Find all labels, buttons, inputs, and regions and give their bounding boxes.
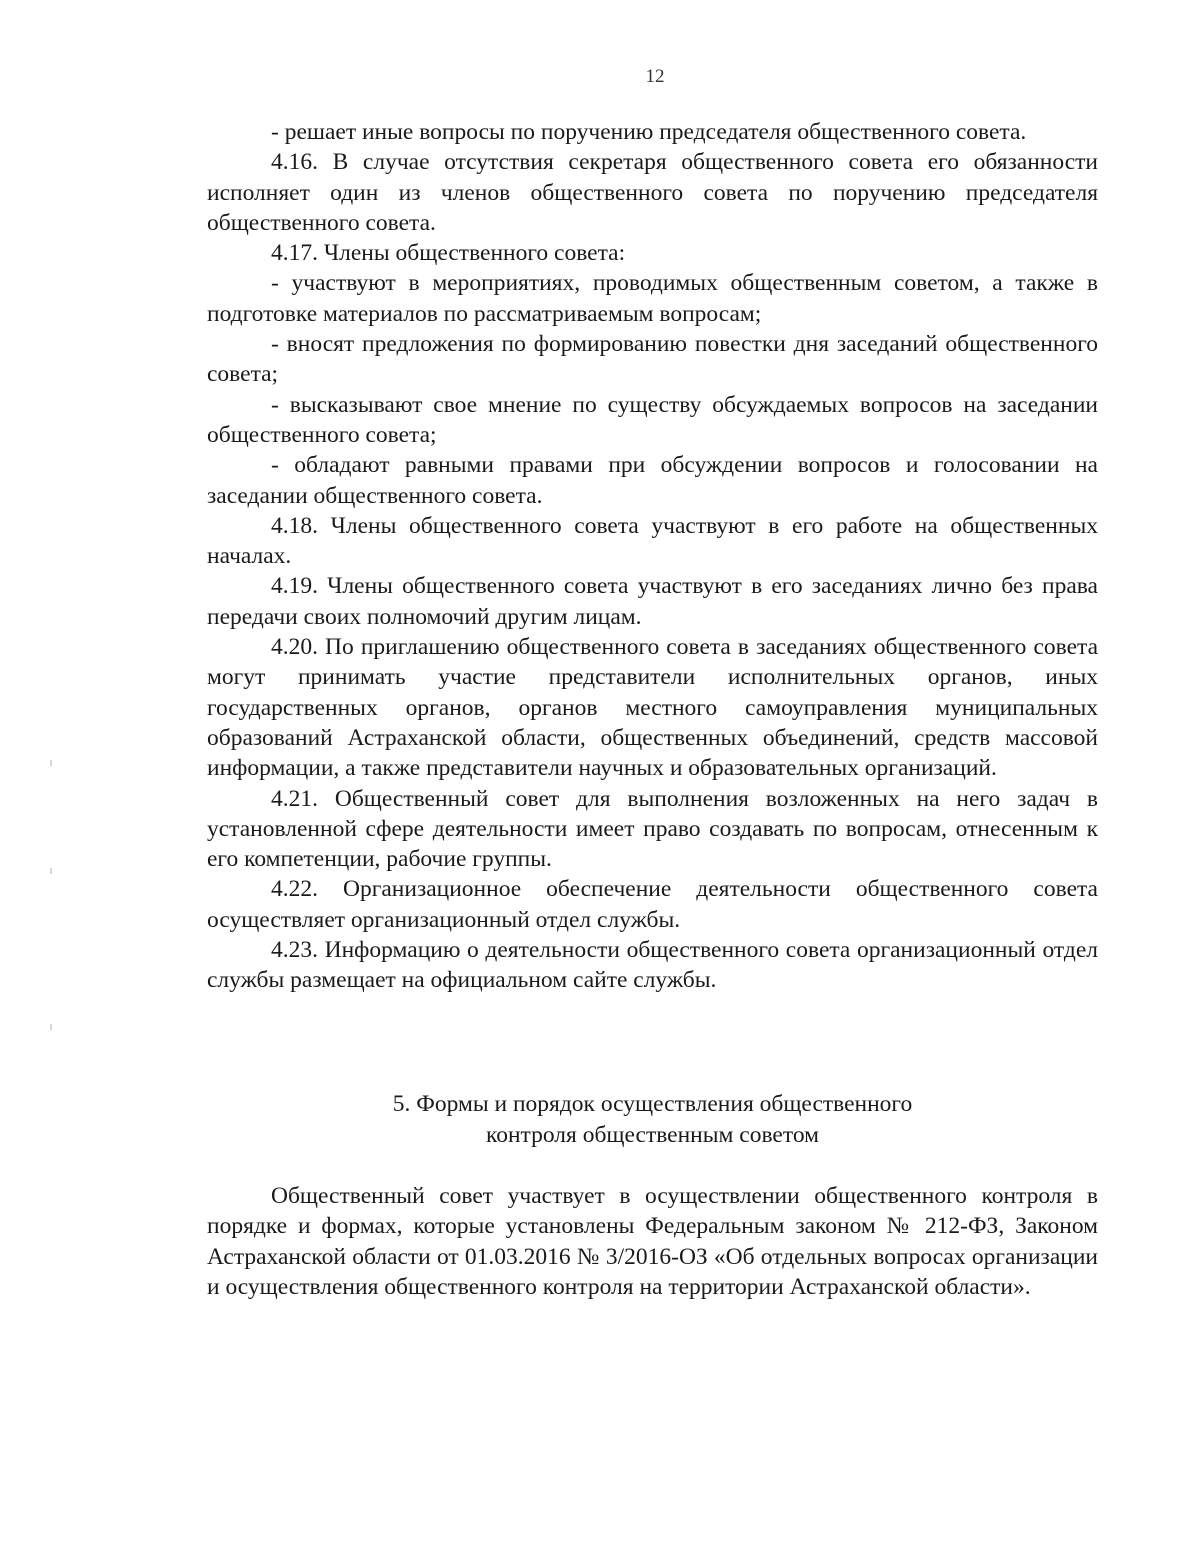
paragraph-item: - вносят предложения по формированию повестки дня заседаний общественного совета;: [207, 331, 1098, 388]
paragraph-item: 4.18. Члены общественного совета участвуют в его работе на общественных началах.: [207, 512, 1098, 570]
paragraph-item: 4.17. Члены общественного совета:: [271, 240, 626, 267]
section-5-paragraph: Общественный совет участвует в осуществлении общественного контроля в порядке и формах, которые установлены Федеральным законом № 212-ФЗ, Законом Астраханской области от 01.03.2016 № 3/2016-ОЗ «Об отдельных вопросах организации и осуществления общественного контроля на территории Астраханской области».: [207, 1183, 1098, 1300]
paragraph-item: - участвуют в мероприятиях, проводимых общественным советом, а также в подготовке материалов по рассматриваемым вопросам;: [207, 270, 1098, 327]
paragraph-item: - решает иные вопросы по поручению председателя общественного совета.: [271, 119, 1027, 145]
scan-artifact: [50, 760, 52, 766]
section-4-body: [207, 117, 1098, 996]
paragraph-item: 4.23. Информацию о деятельности общественного совета организационный отдел службы размещает на официальном сайте службы.: [207, 937, 1098, 994]
section-5-heading-line-2: контроля общественным советом: [485, 1122, 819, 1148]
section-5-body: [207, 1181, 1098, 1302]
paragraph-item: 4.22. Организационное обеспечение деятельности общественного совета осуществляет организационный отдел службы.: [207, 876, 1098, 933]
paragraph-item: 4.19. Члены общественного совета участвуют в его заседаниях лично без права передачи своих полномочий другим лицам.: [207, 573, 1098, 630]
scan-artifact: [50, 868, 52, 874]
paragraph-item: 4.16. В случае отсутствия секретаря общественного совета его обязанности исполняет один из членов общественного совета по поручению председателя общественного совета.: [207, 149, 1098, 236]
paragraph-item: 4.20. По приглашению общественного совета в заседаниях общественного совета могут принимать участие представители исполнительных органов, иных государственных органов, органов местного самоуправления муниципальных образований Астраханской области, общественных объединений, средств массовой информации, а также представители научных и образовательных организаций.: [207, 634, 1098, 782]
paragraph-item: 4.21. Общественный совет для выполнения возложенных на него задач в установленной сфере деятельности имеет право создавать по вопросам, отнесенным к его компетенции, рабочие группы.: [207, 785, 1098, 873]
paragraph-item: - обладают равными правами при обсуждении вопросов и голосовании на заседании общественного совета.: [207, 452, 1098, 509]
section-5-heading: [207, 1089, 1098, 1151]
page-number: 12: [645, 66, 665, 87]
paragraph-item: - высказывают свое мнение по существу обсуждаемых вопросов на заседании общественного совета;: [207, 391, 1098, 448]
section-5-heading-line-1: 5. Формы и порядок осуществления общественного: [392, 1091, 913, 1117]
scan-artifact: [50, 1024, 52, 1030]
